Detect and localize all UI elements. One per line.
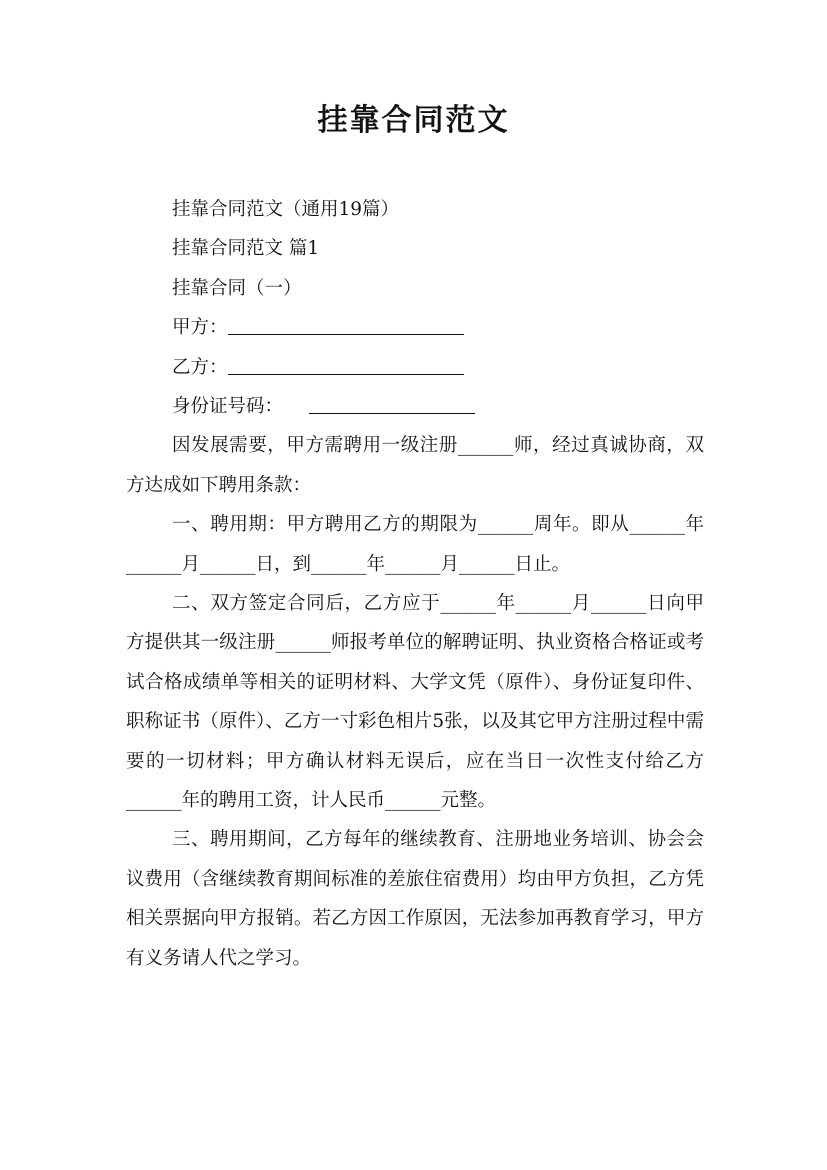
id-number-row: [126, 387, 704, 426]
id-number-label: 身份证号码：: [172, 395, 284, 417]
paragraph-clause-2: 二、双方签定合同后，乙方应于______年______月______日向甲方提供其一级注册______师报考单位的解聘证明、执业资格合格证或考试合格成绩单等相关的证明材料、大学文凭（原件）、身份证复印件、职称证书（原件）、乙方一寸彩色相片5张，以及其它甲方注册过程中需要的一切材料；甲方确认材料无误后，应在当日一次性支付给乙方______年的聘用工资，计人民币______元整。: [126, 592, 704, 811]
document-subtitle: 挂靠合同范文（通用19篇）: [172, 199, 400, 220]
party-b-row: [126, 348, 704, 387]
document-title: 挂靠合同范文: [317, 103, 510, 138]
section-heading: 挂靠合同范文 篇1: [172, 238, 320, 260]
document-body: [126, 190, 704, 978]
contract-heading: 挂靠合同（一）: [172, 277, 302, 299]
id-number-blank[interactable]: [309, 391, 475, 414]
paragraph-clause-3: 三、聘用期间，乙方每年的继续教育、注册地业务培训、协会会议费用（含继续教育期间标准的差旅住宿费用）均由甲方负担，乙方凭相关票据向甲方报销。若乙方因工作原因，无法参加再教育学习，甲方有义务请人代之学习。: [126, 829, 704, 969]
paragraph-clause-1: 一、聘用期：甲方聘用乙方的期限为______周年。即从______年______月______日，到______年______月______日止。: [126, 514, 704, 575]
paragraph-intro: 因发展需要，甲方需聘用一级注册______师，经过真诚协商，双方达成如下聘用条款：: [126, 435, 704, 496]
party-b-blank[interactable]: [228, 352, 464, 375]
party-a-label: 甲方：: [172, 317, 228, 339]
party-a-blank[interactable]: [228, 312, 464, 335]
party-a-row: [126, 308, 704, 347]
party-b-label: 乙方：: [172, 356, 228, 378]
